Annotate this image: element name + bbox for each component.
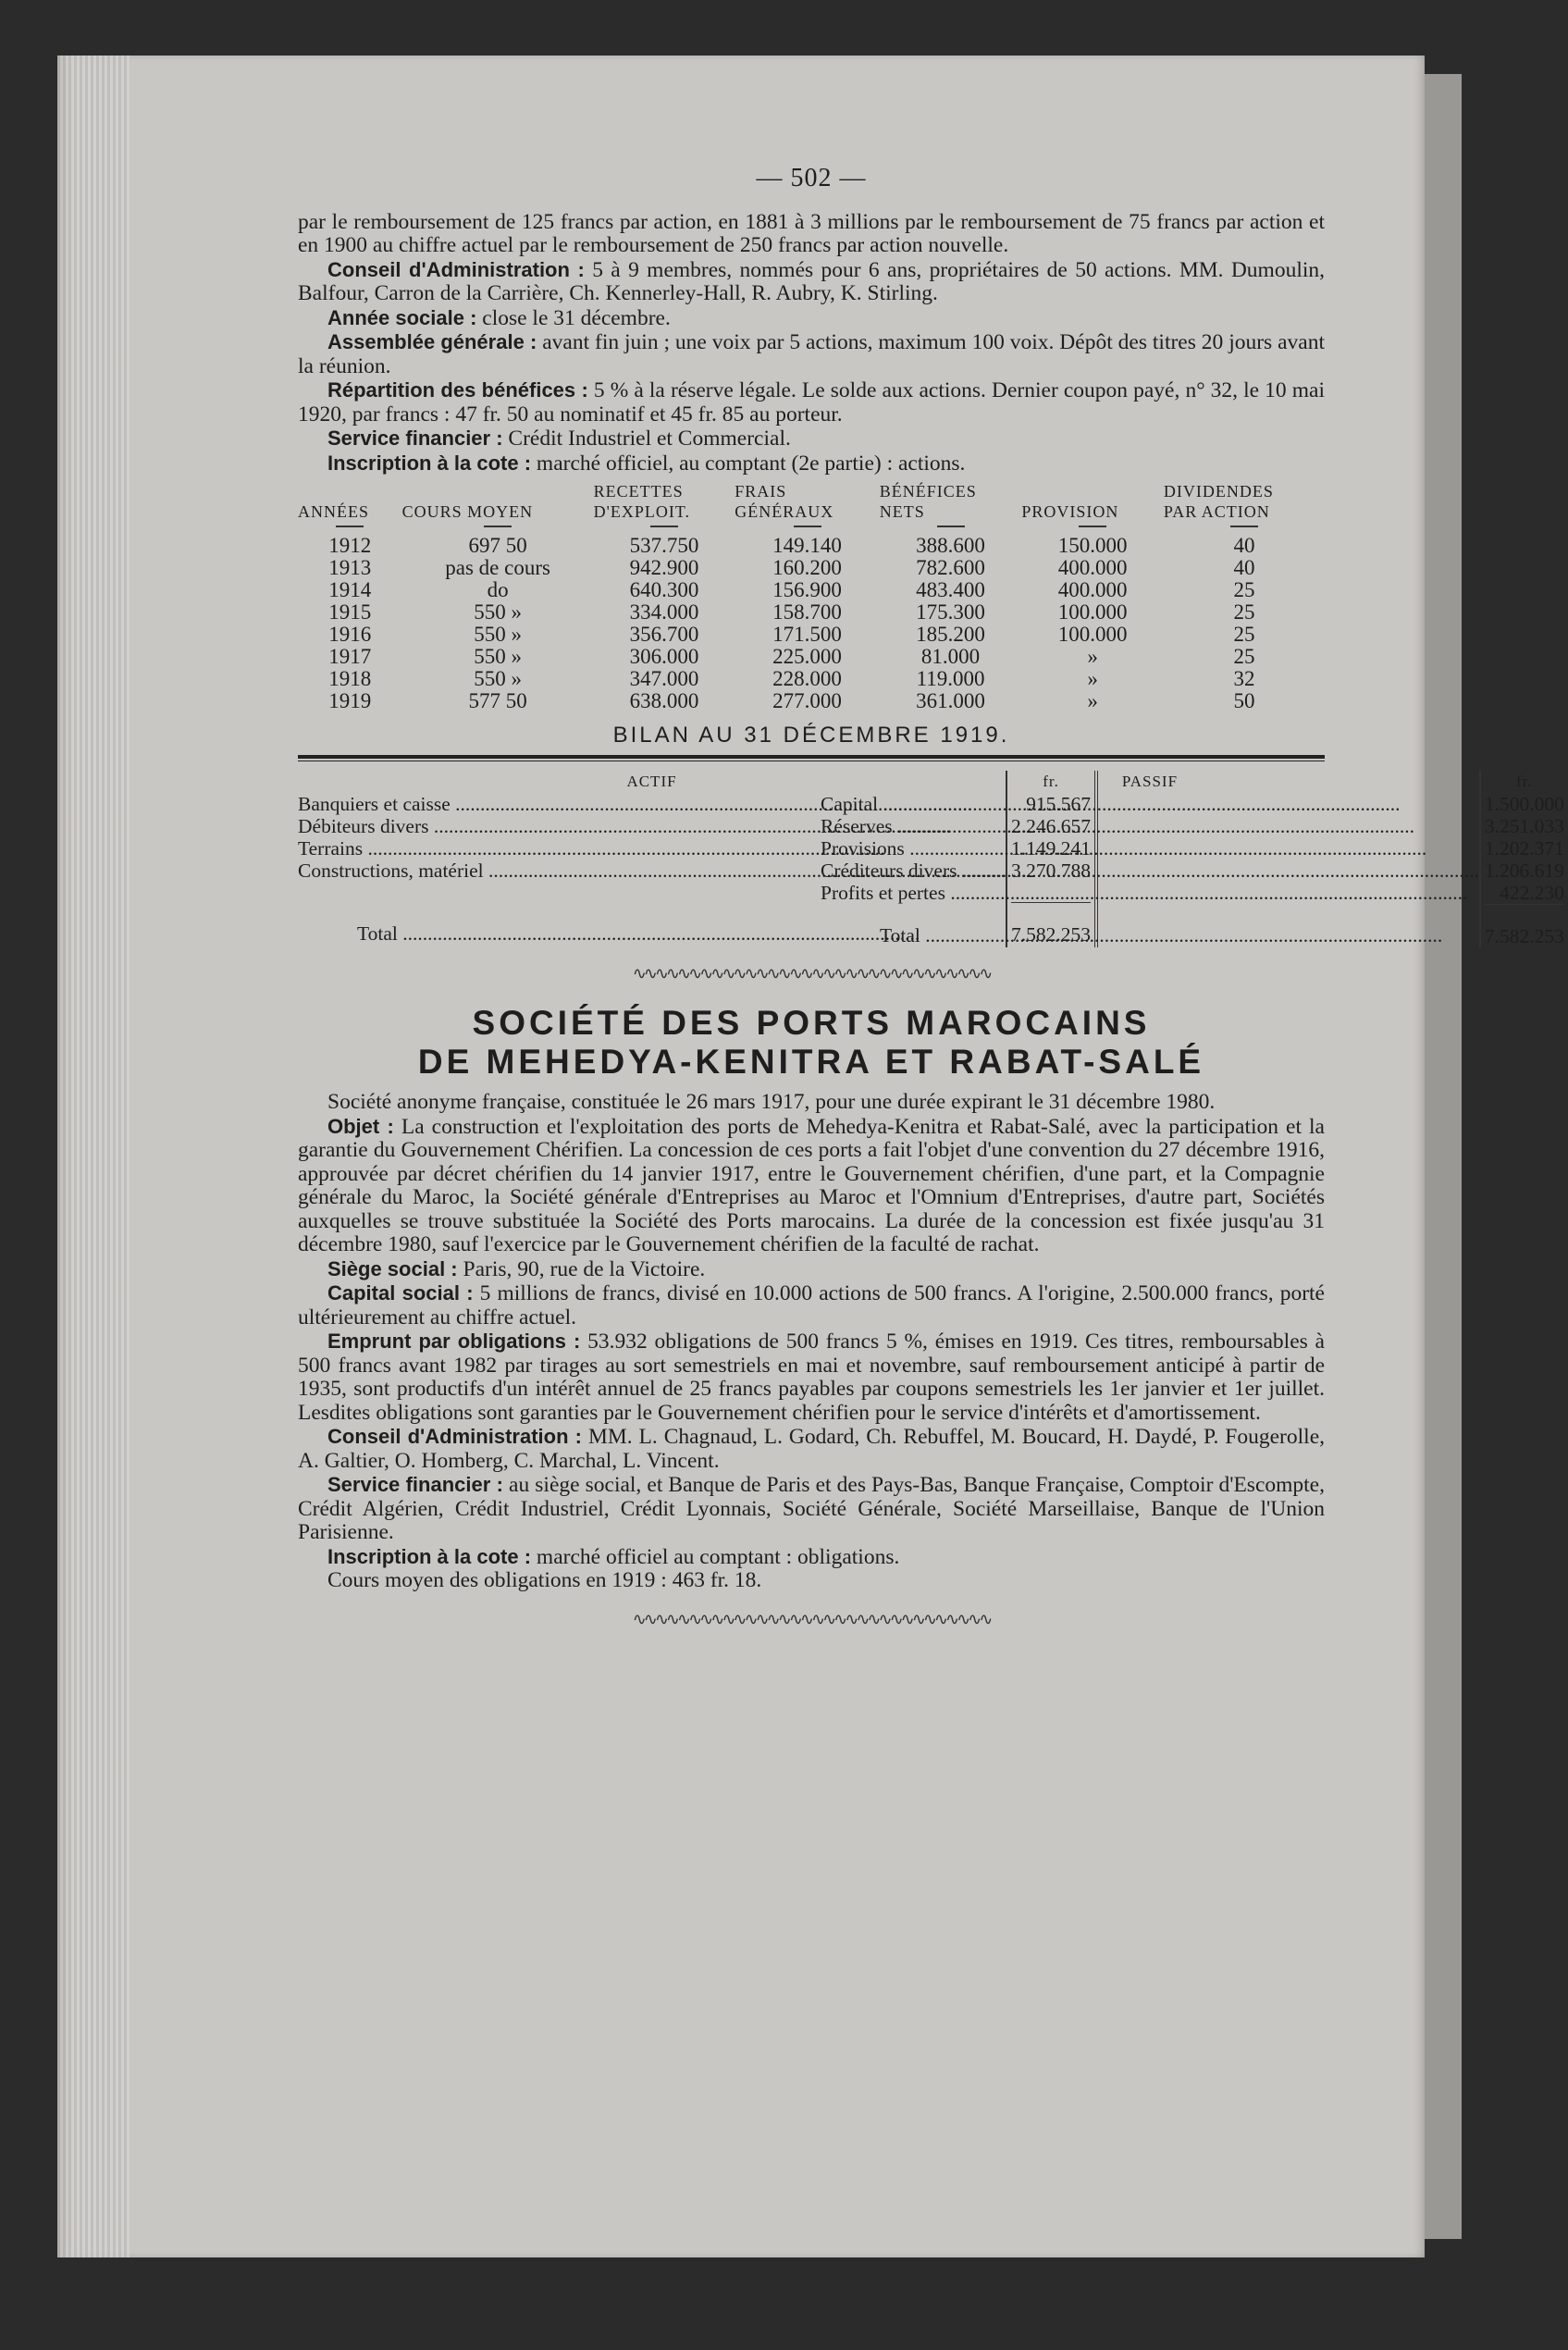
- table-row: [298, 624, 1325, 646]
- col-dividendes: PAR ACTION: [1163, 502, 1270, 521]
- passif-header: PASSIF: [1121, 772, 1179, 790]
- cell-recettes: 356.700: [629, 623, 699, 646]
- inscription-text: marché officiel, au comptant (2e partie) : actions.: [531, 451, 966, 476]
- service2-paragraph: [298, 1473, 1325, 1545]
- col-benefices: NETS: [879, 502, 925, 521]
- cell-annee: 1917: [328, 645, 372, 668]
- passif-total-label: Total .....: [821, 924, 1479, 946]
- cell-annee: 1916: [328, 623, 372, 646]
- objet-text: La construction et l'exploitation des ports de Mehedya-Kenitra et Rabat-Salé, avec la participation et la garantie du Gouvernement Chérifien. La concession de ces ports a fait l'objet d'une convention du 27 décembre 1916, approuvée par décret chérifien du 14 janvier 1917, entre le Gouvernement chérifien, d'une part, et la Compagnie générale du Maroc, la Société générale d'Entreprises au Maroc et l'Omnium d'Entreprises, d'autre part, Sociétés auxquelles se trouve substituée la Société des Ports marocains. La durée de la concession est fixée jusqu'au 31 décembre 1980, sauf l'exercice par le Gouvernement chérifien de la faculté de rachat.: [298, 1114, 1325, 1256]
- cell-cours: 550 »: [474, 623, 522, 646]
- col-frais-top: FRAIS: [735, 482, 787, 501]
- next-page-edge: [1425, 74, 1462, 2239]
- cell-dividende: 25: [1233, 645, 1255, 668]
- siege-label: Siège social :: [327, 1256, 458, 1280]
- table-row: [298, 557, 1325, 579]
- conseil-paragraph: [298, 258, 1325, 306]
- inscription2-label: Inscription à la cote :: [327, 1544, 532, 1568]
- inscription2-text: marché officiel au comptant : obligations.: [531, 1544, 900, 1569]
- inscription2-paragraph: [298, 1545, 1325, 1570]
- emprunt-text: 53.932 obligations de 500 francs 5 %, émises en 1919. Ces titres, remboursables à 500 francs avant 1982 par tirages au sort semestriels en mai et novembre, sauf remboursement anticipé à partir de 1935, sont productifs d'un intérêt annuel de 25 francs payables par coupons semestriels les 1er janvier et 1er juillet. Lesdites obligations sont garanties par le Gouvernement chérifien pour le service d'intérêts et d'amortissement.: [298, 1330, 1325, 1425]
- table-row: [298, 535, 1325, 557]
- company-intro: Société anonyme française, constituée le 26 mars 1917, pour une durée expirant le 31 décembre 1980.: [327, 1090, 1216, 1114]
- section-divider: ∿∿∿∿∿∿∿∿∿∿∿∿∿∿∿∿∿∿∿∿∿∿∿∿∿∿∿∿∿∿∿∿: [632, 963, 991, 983]
- cell-frais: 171.500: [772, 623, 842, 646]
- emprunt-label: Emprunt par obligations :: [327, 1330, 581, 1353]
- cell-frais: 158.700: [772, 600, 842, 624]
- cell-recettes: 306.000: [629, 645, 699, 668]
- cell-benefices: 81.000: [920, 645, 981, 668]
- cell-cours: 550 »: [474, 600, 522, 624]
- cell-dividende: 25: [1233, 600, 1255, 624]
- passif-item-label: Provisions .....: [821, 837, 1479, 860]
- cell-frais: 160.200: [772, 556, 842, 579]
- conseil-label: Conseil d'Administration :: [327, 257, 585, 281]
- actif-total-label: Total .....: [298, 922, 1006, 945]
- bilan-title: BILAN AU 31 DÉCEMBRE 1919.: [612, 723, 1010, 748]
- siege-text: Paris, 90, rue de la Victoire.: [457, 1256, 706, 1281]
- passif-item-label: Profits et pertes .....: [821, 882, 1479, 904]
- bilan-rule: [298, 755, 1325, 761]
- cell-cours: do: [487, 578, 509, 601]
- cell-recettes: 537.750: [629, 534, 699, 557]
- cell-recettes: 640.300: [629, 578, 699, 601]
- cell-recettes: 638.000: [629, 689, 699, 712]
- table-row: [298, 579, 1325, 601]
- company-title-line2: DE MEHEDYA-KENITRA ET RABAT-SALÉ: [417, 1043, 1205, 1081]
- section-previous-company: [298, 209, 1564, 986]
- actif-item-label: Constructions, matériel .....: [298, 860, 1006, 882]
- annee-label: Année sociale :: [327, 305, 477, 329]
- table-row: [298, 646, 1325, 668]
- cell-dividende: 32: [1233, 667, 1255, 690]
- cell-benefices: 175.300: [916, 600, 985, 624]
- intro-paragraph: par le remboursement de 125 francs par action, en 1881 à 3 millions par le remboursement de 75 francs par action et en 1900 au chiffre actuel par le remboursement de 250 francs par action nouvelle.: [298, 209, 1325, 257]
- cell-benefices: 483.400: [916, 578, 985, 601]
- company-title: [298, 1004, 1325, 1082]
- cell-provision: 150.000: [1057, 534, 1128, 557]
- col-benefices-top: BÉNÉFICES: [879, 482, 977, 501]
- cell-cours: 577 50: [468, 689, 527, 712]
- inscription-label: Inscription à la cote :: [327, 451, 532, 475]
- passif-currency: fr.: [1516, 772, 1533, 790]
- annee-paragraph: [298, 306, 1325, 331]
- col-recettes: D'EXPLOIT.: [593, 502, 690, 521]
- cell-dividende: 25: [1233, 623, 1255, 646]
- cell-provision: »: [1087, 689, 1098, 712]
- cell-annee: 1919: [328, 689, 372, 712]
- passif-total-amount: 7.582.253: [1484, 924, 1564, 947]
- conseil-text: 5 à 9 membres, nommés pour 6 ans, propriétaires de 50 actions. MM. Dumoulin, Balfour, Carron de la Carrière, Ch. Kennerley-Hall, R. Aubry, K. Stirling.: [298, 257, 1326, 305]
- table-header-row: [298, 501, 1325, 522]
- end-divider: ∿∿∿∿∿∿∿∿∿∿∿∿∿∿∿∿∿∿∿∿∿∿∿∿∿∿∿∿∿∿∿∿: [632, 1609, 991, 1628]
- cell-annee: 1912: [328, 534, 372, 557]
- passif-item-label: Créditeurs divers .....: [821, 860, 1479, 882]
- actif-item-label: Débiteurs divers .....: [298, 815, 1006, 837]
- cell-annee: 1913: [328, 556, 372, 579]
- annee-text: close le 31 décembre.: [476, 305, 671, 330]
- cell-frais: 156.900: [772, 578, 842, 601]
- passif-item-label: Capital .....: [821, 793, 1479, 815]
- cell-benefices: 185.200: [916, 623, 985, 646]
- conseil2-label: Conseil d'Administration :: [327, 1425, 583, 1448]
- service2-label: Service financier :: [327, 1473, 503, 1496]
- passif-item-amount: 1.206.619: [1484, 859, 1564, 882]
- col-provision: PROVISION: [1021, 502, 1119, 521]
- assemblee-label: Assemblée générale :: [327, 330, 537, 353]
- capital-label: Capital social :: [327, 1281, 474, 1305]
- passif-item-amount: 422.230: [1499, 881, 1564, 904]
- service-text: Crédit Industriel et Commercial.: [502, 427, 791, 451]
- table-row: [298, 690, 1325, 712]
- col-dividendes-top: DIVIDENDES: [1163, 482, 1274, 501]
- repartition-paragraph: [298, 378, 1325, 427]
- cell-provision: 400.000: [1057, 556, 1128, 579]
- actif-total-amount: 7.582.253: [1011, 922, 1092, 946]
- actif-item-label: Terrains .....: [298, 837, 1006, 860]
- assemblee-text: avant fin juin ; une voix par 5 actions, maximum 100 voix. Dépôt des titres 20 jours avant la réunion.: [298, 330, 1325, 378]
- cell-annee: 1915: [328, 600, 372, 624]
- table-row: [298, 601, 1325, 624]
- results-table: [298, 481, 1325, 712]
- siege-paragraph: [298, 1257, 1325, 1282]
- cell-frais: 228.000: [772, 667, 842, 690]
- cell-frais: 149.140: [772, 534, 842, 557]
- inscription-paragraph: [298, 451, 1325, 476]
- col-recettes-top: RECETTES: [593, 482, 684, 501]
- actif-item-amount: 2.246.657: [1011, 814, 1092, 837]
- cell-provision: »: [1087, 645, 1098, 668]
- cell-benefices: 361.000: [916, 689, 985, 712]
- cell-recettes: 347.000: [629, 667, 699, 690]
- cell-recettes: 334.000: [629, 600, 699, 624]
- cell-benefices: 782.600: [916, 556, 985, 579]
- objet-label: Objet :: [327, 1114, 394, 1138]
- service-label: Service financier :: [327, 427, 503, 450]
- conseil2-text: MM. L. Chagnaud, L. Godard, Ch. Rebuffel, M. Boucard, H. Daydé, P. Fougerolle, A. Galtier, O. Homberg, C. Marchal, L. Vincent.: [298, 1425, 1325, 1473]
- table-header-row-top: [298, 481, 1325, 501]
- company-title-line1: SOCIÉTÉ DES PORTS MAROCAINS: [472, 1004, 1151, 1042]
- capital-paragraph: [298, 1281, 1325, 1330]
- passif-item-amount: 1.500.000: [1484, 792, 1564, 815]
- actif-item-amount: 1.149.241: [1011, 836, 1092, 860]
- col-frais: GÉNÉRAUX: [735, 502, 834, 521]
- emprunt-paragraph: [298, 1330, 1325, 1425]
- cell-provision: »: [1087, 667, 1098, 690]
- cell-annee: 1918: [328, 667, 372, 690]
- cell-benefices: 388.600: [916, 534, 985, 557]
- actif-currency: fr.: [1043, 772, 1059, 790]
- actif-item-label: Banquiers et caisse .....: [298, 793, 1006, 815]
- cell-provision: 100.000: [1057, 623, 1128, 646]
- cell-cours: 697 50: [468, 534, 527, 557]
- cell-cours: 550 »: [474, 645, 522, 668]
- col-annees: ANNÉES: [298, 502, 369, 521]
- col-cours: COURS MOYEN: [401, 502, 534, 521]
- assemblee-paragraph: [298, 330, 1325, 378]
- conseil2-paragraph: [298, 1425, 1325, 1473]
- service-paragraph: [298, 427, 1325, 451]
- balance-sheet: [298, 771, 1564, 947]
- cell-frais: 277.000: [772, 689, 842, 712]
- passif-item-label: Réserves .....: [821, 815, 1479, 837]
- repartition-label: Répartition des bénéfices :: [327, 378, 588, 402]
- cell-cours: 550 »: [474, 667, 522, 690]
- passif-column: [811, 771, 1564, 947]
- cell-recettes: 942.900: [629, 556, 699, 579]
- cell-provision: 400.000: [1057, 578, 1128, 601]
- section-ports-marocains: [298, 1004, 1325, 1631]
- actif-item-amount: 3.270.788: [1011, 859, 1092, 882]
- cell-frais: 225.000: [772, 645, 842, 668]
- cell-cours: pas de cours: [445, 556, 550, 579]
- service2-text: au siège social, et Banque de Paris et des Pays-Bas, Banque Française, Comptoir d'Escompte, Crédit Algérien, Crédit Industriel, Crédit Lyonnais, Société Générale, Société Marseillaise, Banque de l'Union Parisienne.: [298, 1473, 1325, 1544]
- passif-item-amount: 3.251.033: [1484, 814, 1564, 837]
- table-row: [298, 668, 1325, 690]
- cell-benefices: 119.000: [916, 667, 985, 690]
- actif-item-amount: 915.567: [1026, 792, 1092, 815]
- cell-dividende: 40: [1233, 556, 1255, 579]
- page-edges: [57, 56, 130, 2257]
- objet-paragraph: [298, 1115, 1325, 1257]
- passif-item-amount: 1.202.371: [1484, 836, 1564, 860]
- capital-text: 5 millions de francs, divisé en 10.000 actions de 500 francs. A l'origine, 2.500.000 francs, porté ultérieurement au chiffre actuel.: [298, 1281, 1325, 1330]
- page-content: [298, 164, 1564, 1650]
- cours-paragraph: Cours moyen des obligations en 1919 : 463 fr. 18.: [327, 1568, 762, 1592]
- actif-header: ACTIF: [626, 772, 677, 790]
- page-number: — 502 —: [756, 164, 867, 192]
- cell-dividende: 40: [1233, 534, 1255, 557]
- cell-annee: 1914: [328, 578, 372, 601]
- cell-provision: 100.000: [1057, 600, 1128, 624]
- cell-dividende: 50: [1233, 689, 1255, 712]
- repartition-text: 5 % à la réserve légale. Le solde aux actions. Dernier coupon payé, n° 32, le 10 mai 1920, par francs : 47 fr. 50 au nominatif et 45 fr. 85 au porteur.: [298, 378, 1325, 427]
- cell-dividende: 25: [1233, 578, 1255, 601]
- dash-row: [298, 522, 1325, 535]
